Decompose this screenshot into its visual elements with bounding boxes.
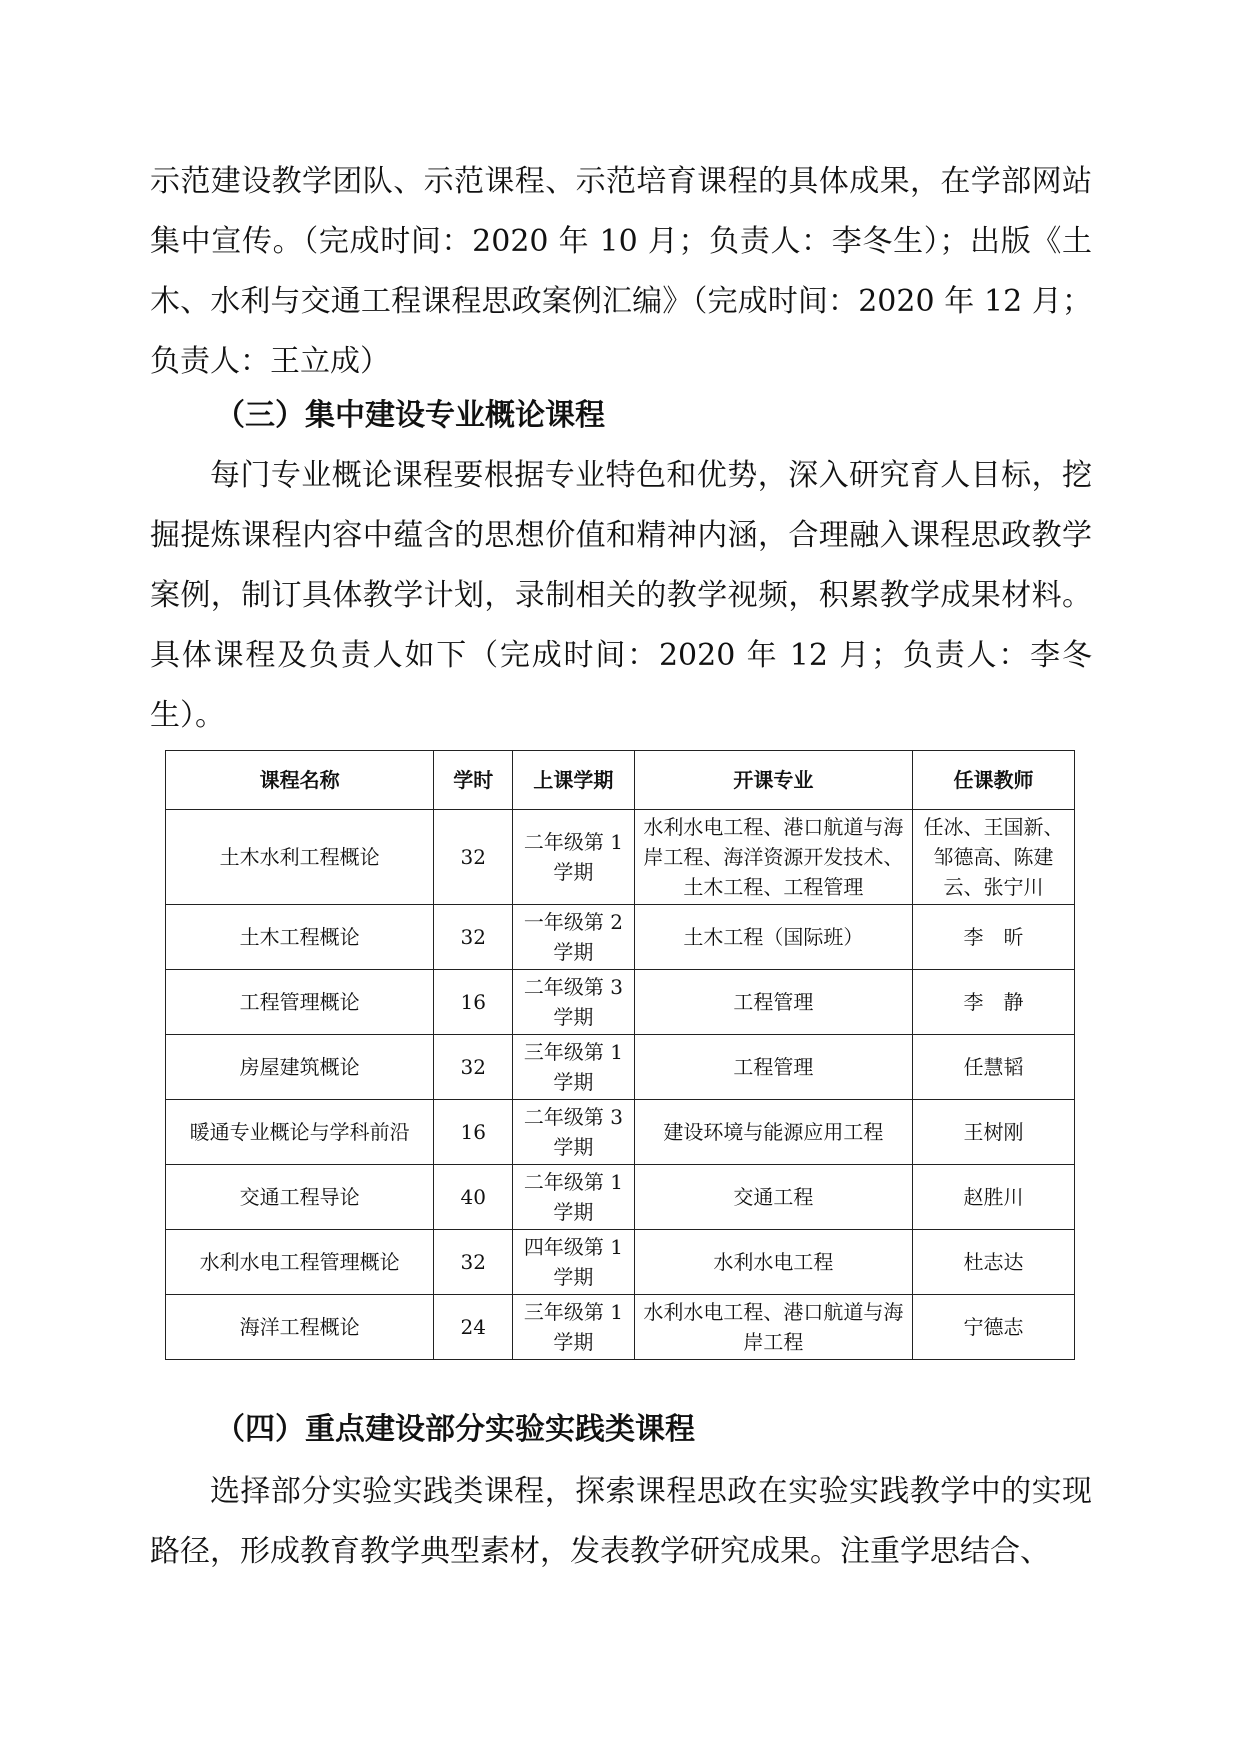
- cell-hours: 32: [434, 810, 513, 905]
- cell-major: 水利水电工程: [634, 1230, 912, 1295]
- cell-teacher: 任冰、王国新、邹德高、陈建云、张宁川: [913, 810, 1075, 905]
- table-row: [166, 970, 1075, 1035]
- cell-teacher: 王树刚: [913, 1100, 1075, 1165]
- header-semester: 上课学期: [513, 751, 634, 810]
- section-heading-3: （三）集中建设专业概论课程: [215, 398, 605, 433]
- cell-teacher: 李 静: [913, 970, 1075, 1035]
- table-row: [166, 1035, 1075, 1100]
- cell-hours: 32: [434, 905, 513, 970]
- cell-teacher: 任慧韬: [913, 1035, 1075, 1100]
- cell-semester: 二年级第 3 学期: [513, 970, 634, 1035]
- cell-course-name: 交通工程导论: [166, 1165, 434, 1230]
- header-hours: 学时: [434, 751, 513, 810]
- cell-course-name: 工程管理概论: [166, 970, 434, 1035]
- table-row: [166, 1100, 1075, 1165]
- cell-hours: 24: [434, 1295, 513, 1360]
- cell-major: 建设环境与能源应用工程: [634, 1100, 912, 1165]
- table-row: [166, 905, 1075, 970]
- table-row: [166, 1165, 1075, 1230]
- header-major: 开课专业: [634, 751, 912, 810]
- cell-hours: 32: [434, 1035, 513, 1100]
- cell-major: 工程管理: [634, 970, 912, 1035]
- cell-semester: 三年级第 1 学期: [513, 1035, 634, 1100]
- cell-teacher: 杜志达: [913, 1230, 1075, 1295]
- paragraph-achievements: 示范建设教学团队、示范课程、示范培育课程的具体成果，在学部网站集中宣传。（完成时间：2020 年 10 月；负责人：李冬生）；出版《土木、水利与交通工程课程思政案例汇编》（完成时间：2020 年 12 月；负责人：王立成）: [150, 164, 1092, 379]
- paragraph-intro-courses: 每门专业概论课程要根据专业特色和优势，深入研究育人目标，挖掘提炼课程内容中蕴含的思想价值和精神内涵，合理融入课程思政教学案例，制订具体教学计划，录制相关的教学视频，积累教学成果材料。具体课程及负责人如下（完成时间：2020 年 12 月；负责人：李冬生）。: [150, 458, 1092, 733]
- cell-course-name: 房屋建筑概论: [166, 1035, 434, 1100]
- cell-major: 工程管理: [634, 1035, 912, 1100]
- cell-course-name: 土木水利工程概论: [166, 810, 434, 905]
- cell-major: 水利水电工程、港口航道与海岸工程: [634, 1295, 912, 1360]
- cell-major: 土木工程（国际班）: [634, 905, 912, 970]
- cell-semester: 四年级第 1 学期: [513, 1230, 634, 1295]
- table-row: [166, 1230, 1075, 1295]
- cell-semester: 二年级第 1 学期: [513, 1165, 634, 1230]
- cell-semester: 三年级第 1 学期: [513, 1295, 634, 1360]
- cell-course-name: 海洋工程概论: [166, 1295, 434, 1360]
- cell-course-name: 水利水电工程管理概论: [166, 1230, 434, 1295]
- cell-semester: 二年级第 1 学期: [513, 810, 634, 905]
- cell-hours: 32: [434, 1230, 513, 1295]
- cell-course-name: 土木工程概论: [166, 905, 434, 970]
- cell-hours: 16: [434, 970, 513, 1035]
- paragraph-practice-courses: 选择部分实验实践类课程，探索课程思政在实验实践教学中的实现路径，形成教育教学典型素材，发表教学研究成果。注重学思结合、: [150, 1474, 1092, 1569]
- section-heading-4: （四）重点建设部分实验实践类课程: [215, 1412, 695, 1447]
- cell-semester: 一年级第 2 学期: [513, 905, 634, 970]
- cell-hours: 16: [434, 1100, 513, 1165]
- header-course-name: 课程名称: [166, 751, 434, 810]
- cell-major: 水利水电工程、港口航道与海岸工程、海洋资源开发技术、土木工程、工程管理: [634, 810, 912, 905]
- cell-teacher: 宁德志: [913, 1295, 1075, 1360]
- cell-teacher: 赵胜川: [913, 1165, 1075, 1230]
- table-row: [166, 810, 1075, 905]
- cell-semester: 二年级第 3 学期: [513, 1100, 634, 1165]
- course-table: [165, 750, 1075, 1360]
- cell-hours: 40: [434, 1165, 513, 1230]
- table-header-row: [166, 751, 1075, 810]
- cell-teacher: 李 昕: [913, 905, 1075, 970]
- header-teacher: 任课教师: [913, 751, 1075, 810]
- table-row: [166, 1295, 1075, 1360]
- cell-course-name: 暖通专业概论与学科前沿: [166, 1100, 434, 1165]
- cell-major: 交通工程: [634, 1165, 912, 1230]
